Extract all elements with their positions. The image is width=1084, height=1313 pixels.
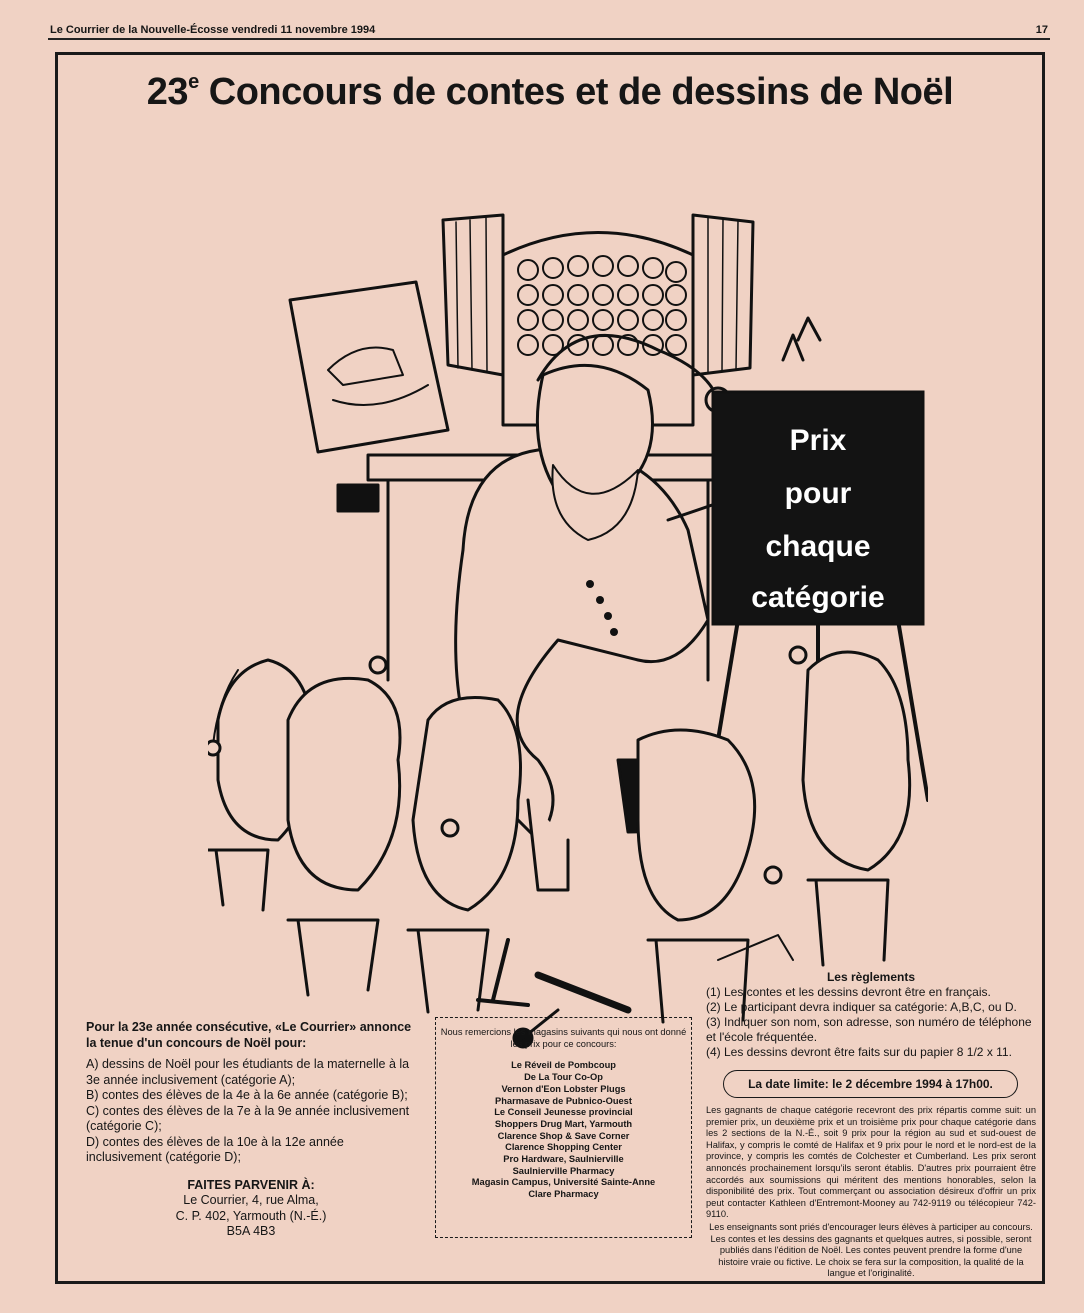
sponsor-item: Vernon d'Eon Lobster Plugs — [501, 1083, 626, 1094]
category-item: A) dessins de Noël pour les étudiants de la maternelle à la 3e année inclusivement (catégorie A); — [86, 1057, 410, 1087]
sponsor-item: Clarence Shopping Center — [505, 1142, 622, 1153]
deadline-badge: La date limite: le 2 décembre 1994 à 17h00. — [723, 1070, 1018, 1098]
elf-center — [413, 698, 521, 911]
chalkboard-line-1: Prix — [789, 424, 847, 457]
ad-headline: 23e Concours de contes et de dessins de Noël — [146, 71, 954, 113]
elf-right-back — [803, 652, 910, 870]
running-head — [50, 22, 1048, 38]
sponsors-list — [436, 1060, 691, 1200]
sponsor-item: Clare Pharmacy — [528, 1189, 599, 1200]
left-shutter — [443, 215, 503, 375]
running-head-text: Le Courrier de la Nouvelle-Écosse vendredi 11 novembre 1994 — [50, 24, 376, 36]
rule-item: (4) Les dessins devront être faits sur du papier 8 1/2 x 11. — [706, 1045, 1012, 1059]
rule-item: (1) Les contes et les dessins devront être en français. — [706, 985, 991, 999]
sponsor-item: Shoppers Drug Mart, Yarmouth — [494, 1118, 633, 1129]
sponsor-item: Pharmasave de Pubnico-Ouest — [495, 1095, 632, 1106]
running-head-rule — [48, 38, 1050, 40]
rule-item: (3) Indiquer son nom, son adresse, son numéro de téléphone et l'école fréquentée. — [706, 1015, 1032, 1044]
address-line: Le Courrier, 4, rue Alma, — [183, 1193, 319, 1207]
sponsor-item: Saulnierville Pharmacy — [512, 1165, 615, 1176]
contest-intro: Pour la 23e année consécutive, «Le Courrier» annonce la tenue d'un concours de Noël pour: — [86, 1020, 412, 1050]
stool — [208, 850, 268, 910]
sponsor-item: De La Tour Co-Op — [524, 1072, 603, 1083]
sponsor-item: Pro Hardware, Saulnierville — [503, 1154, 624, 1165]
sponsor-item: Le Réveil de Pombcoup — [511, 1060, 616, 1071]
address-line: C. P. 402, Yarmouth (N.-É.) — [175, 1208, 327, 1223]
contest-description — [86, 1020, 416, 1240]
stool — [288, 920, 378, 995]
sponsor-item: Clarence Shop & Save Corner — [497, 1130, 630, 1141]
chalkboard-line-3: chaque — [765, 530, 871, 563]
sponsor-item: Magasin Campus, Université Sainte-Anne — [471, 1177, 656, 1188]
contest-advertisement — [55, 52, 1045, 1284]
santa-workshop-illustration — [208, 200, 928, 1060]
rules-section — [706, 970, 1036, 1060]
sponsors-header: Nous remercions les magasins suivants qui nous ont donné les prix pour ce concours: — [440, 1027, 687, 1049]
rules-title: Les règlements — [826, 970, 916, 984]
prizes-paragraph: Les gagnants de chaque catégorie recevront des prix répartis comme suit: un premier prix, un deuxième prix et un troisième prix pour chaque catégorie dans les 2 sections de la N.-É., soit 9 prix pour la région au sud et sud-ouest de Halifax, y compris le comté de Halifax et 9 prix pour le nord et le nord-est de la province, y compris les comtés de Colchester et Cumberland. Les prix seront annoncés prochainement lorsqu'ils seront établis. D'autres prix pourraient être accordés aux soumissions qui méritent des mentions honorables, selon la disponibilité des prix. Tout commerçant ou association désireux d'offrir un prix peut contacter Kathleen d'Entremont-Mooney au 742-9119 ou télécopieur 742-9110. — [706, 1105, 1036, 1220]
category-item: B) contes des élèves de la 4e à la 6e année (catégorie B); — [86, 1088, 408, 1102]
sponsor-item: Le Conseil Jeunesse provincial — [494, 1107, 633, 1118]
prizes-text — [706, 1105, 1036, 1280]
prize-chalkboard — [713, 392, 923, 624]
stool — [408, 930, 488, 1012]
chalkboard-line-4: catégorie — [751, 581, 885, 614]
page-number: 17 — [1035, 24, 1048, 36]
rocking-horse-blueprint — [290, 282, 448, 452]
category-item: D) contes des élèves de la 10e à la 12e année inclusivement (catégorie D); — [86, 1134, 344, 1164]
chalkboard-line-2: pour — [784, 477, 852, 510]
elf-left-front — [288, 678, 400, 890]
rolling-pin — [538, 975, 628, 1010]
address-line: B5A 4B3 — [226, 1224, 276, 1238]
stool — [808, 880, 888, 965]
rule-item: (2) Le participant devra indiquer sa catégorie: A,B,C, ou D. — [706, 1000, 1017, 1014]
elf-right-front — [638, 730, 755, 920]
category-item: C) contes des élèves de la 7e à la 9e année inclusivement (catégorie C); — [86, 1103, 410, 1133]
sponsors-box — [435, 1017, 692, 1238]
send-to-title: FAITES PARVENIR À: — [187, 1177, 315, 1192]
closing-paragraph: Les enseignants sont priés d'encourager leurs élèves à participer au concours. Les contes et les dessins des gagnants et quelques autres, si possible, seront publiés dans l'édition de Noël. Les contes peuvent prendre la forme d'une histoire vraie ou fictive. Le choix se fera sur la composition, la qualité de la langue et l'originalité. — [709, 1221, 1033, 1279]
